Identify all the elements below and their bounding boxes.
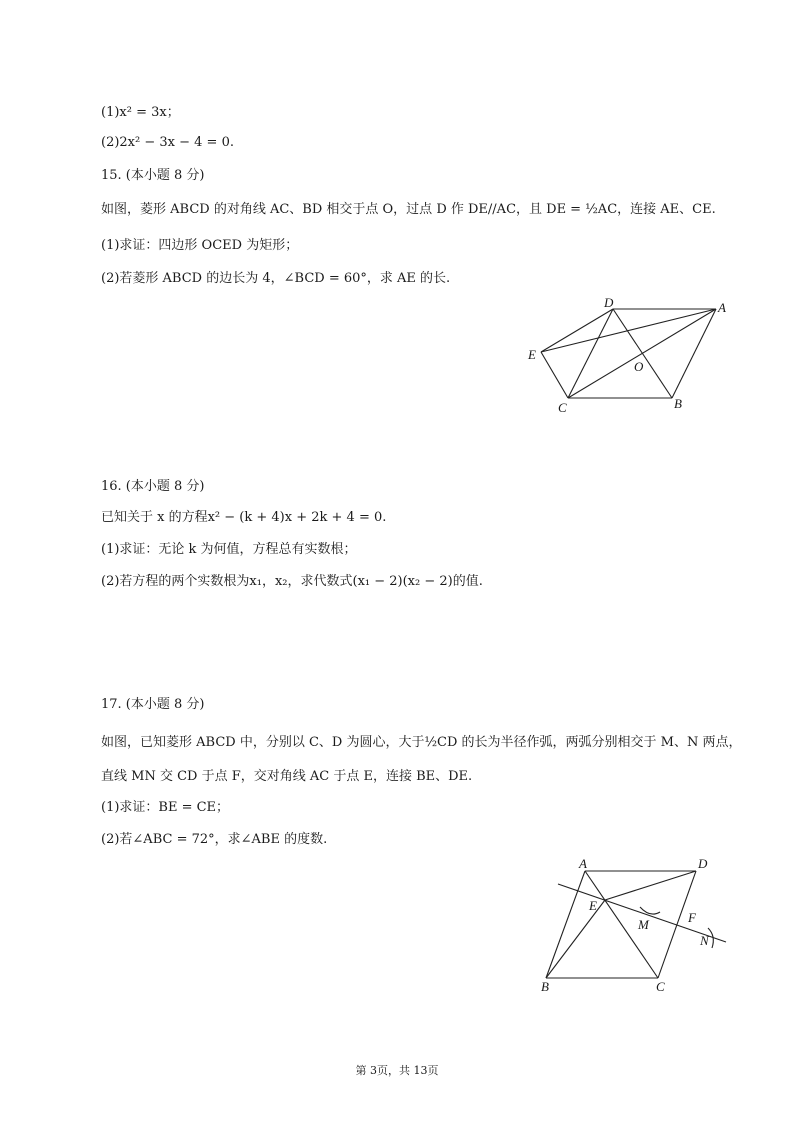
label-C: C [656,979,665,994]
label-A: A [718,300,726,315]
equation-1: (1)x² = 3x； [101,105,180,120]
label-N: N [700,933,709,948]
label-M: M [638,917,649,932]
q17-figure [535,852,735,997]
q15-stem: 如图，菱形 ABCD 的对角线 AC、BD 相交于点 O，过点 D 作 DE//AC，且 DE = ½AC，连接 AE、CE. [101,202,716,217]
q17-stem-line1: 如图，已知菱形 ABCD 中，分别以 C、D 为圆心，大于½CD 的长为半径作弧，两弧分别相交于 M、N 两点， [101,735,742,750]
q16-header: 16. (本小题 8 分) [101,479,205,494]
arc-N [708,928,713,948]
q17-header: 17. (本小题 8 分) [101,697,205,712]
label-A: A [579,856,587,871]
label-C: C [558,400,567,415]
label-E: E [528,347,536,362]
label-O: O [634,359,644,374]
q15-header: 15. (本小题 8 分) [101,168,205,183]
page-footer: 第 3页，共 13页 [355,1064,439,1077]
q16-stem: 已知关于 x 的方程x² − (k + 4)x + 2k + 4 = 0. [101,510,387,525]
label-B: B [541,979,549,994]
q16-part1: (1)求证：无论 k 为何值，方程总有实数根； [101,542,357,557]
label-D: D [698,856,708,871]
q16-part2: (2)若方程的两个实数根为x₁，x₂，求代数式(x₁ − 2)(x₂ − 2)的值. [101,574,483,589]
q15-figure [520,290,740,420]
label-B: B [674,396,682,411]
equation-2: (2)2x² − 3x − 4 = 0. [101,135,234,150]
q17-part2: (2)若∠ABC = 72°，求∠ABE 的度数. [101,832,328,847]
q17-part1: (1)求证：BE = CE； [101,800,230,815]
segment-ED [605,871,696,900]
segment-EC [541,352,568,398]
segment-EA [541,309,716,352]
q17-stem-line2: 直线 MN 交 CD 于点 F，交对角线 AC 于点 E，连接 BE、DE. [101,769,473,784]
q15-part1: (1)求证：四边形 OCED 为矩形； [101,238,299,253]
label-D: D [604,295,614,310]
q15-part2: (2)若菱形 ABCD 的边长为 4，∠BCD = 60°，求 AE 的长. [101,271,451,286]
label-F: F [688,910,696,925]
label-E: E [589,898,597,913]
